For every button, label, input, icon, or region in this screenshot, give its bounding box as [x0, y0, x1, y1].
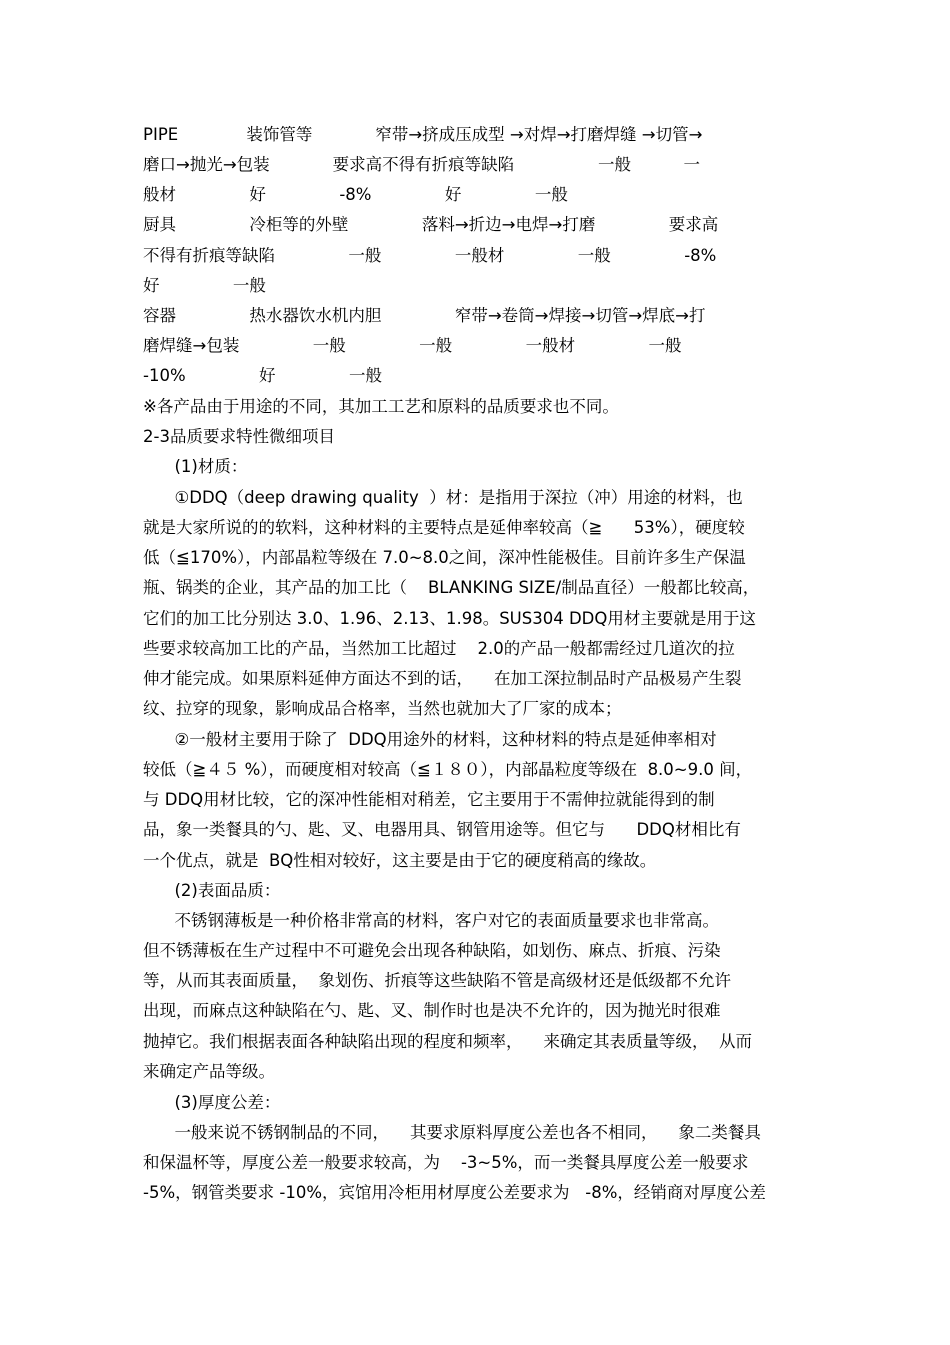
text-line: ※各产品由于用途的不同，其加工工艺和原料的品质要求也不同。	[143, 397, 619, 416]
text-line: 抛掉它。我们根据表面各种缺陷出现的程度和频率， 来确定其表质量等级， 从而	[143, 1032, 752, 1051]
text-line: PIPE 装饰管等 窄带→挤成压成型 →对焊→打磨焊缝 →切管→	[143, 125, 703, 144]
text-line: 厨具 冷柜等的外壁 落料→折边→电焊→打磨 要求高	[143, 215, 719, 234]
text-line: 出现，而麻点这种缺陷在勺、匙、叉、制作时也是决不允许的，因为抛光时很难	[143, 1001, 721, 1020]
subsection-heading: (2)表面品质：	[143, 881, 281, 900]
text-line: 些要求较高加工比的产品，当然加工比超过 2.0的产品一般都需经过几道次的拉	[143, 639, 735, 658]
text-line: 较低（≧４５ %），而硬度相对较高（≦１８０），内部晶粒度等级在 8.0~9.0 间，	[143, 760, 753, 779]
text-line: 瓶、锅类的企业，其产品的加工比（ BLANKING SIZE/制品直径）一般都比较高，	[143, 578, 760, 597]
text-line: 不得有折痕等缺陷 一般 一般材 一般 -8%	[143, 246, 717, 265]
text-line: 一般来说不锈钢制品的不同， 其要求原料厚度公差也各不相同， 象二类餐具	[143, 1123, 761, 1142]
text-line: -5%，钢管类要求 -10%，宾馆用冷柜用材厚度公差要求为 -8%，经销商对厚度公差	[143, 1183, 766, 1202]
text-line: 磨口→抛光→包装 要求高不得有折痕等缺陷 一般 一	[143, 155, 700, 174]
text-line: 不锈钢薄板是一种价格非常高的材料，客户对它的表面质量要求也非常高。	[143, 911, 719, 930]
text-line: 就是大家所说的的软料，这种材料的主要特点是延伸率较高（≧ 53%），硬度较	[143, 518, 745, 537]
subsection-heading: (1)材质：	[143, 457, 248, 476]
text-line: 一个优点，就是 BQ性相对较好，这主要是由于它的硬度稍高的缘故。	[143, 851, 657, 870]
text-line: 品，象一类餐具的勺、匙、叉、电器用具、钢管用途等。但它与 DDQ材相比有	[143, 820, 741, 839]
section-heading: 2-3品质要求特性微细项目	[143, 427, 335, 446]
text-line: 纹、拉穿的现象，影响成品合格率，当然也就加大了厂家的成本；	[143, 699, 622, 718]
text-line: 它们的加工比分别达 3.0、1.96、2.13、1.98。SUS304 DDQ用材主要就是用于这	[143, 609, 756, 628]
text-line: 般材 好 -8% 好 一般	[143, 185, 568, 204]
text-line: 容器 热水器饮水机内胆 窄带→卷筒→焊接→切管→焊底→打	[143, 306, 706, 325]
subsection-heading: (3)厚度公差：	[143, 1093, 281, 1112]
text-line: 和保温杯等，厚度公差一般要求较高，为 -3~5%，而一类餐具厚度公差一般要求	[143, 1153, 749, 1172]
text-line: 磨焊缝→包装 一般 一般 一般材 一般	[143, 336, 682, 355]
text-line: 伸才能完成。如果原料延伸方面达不到的话， 在加工深拉制品时产品极易产生裂	[143, 669, 742, 688]
text-line: 低（≦170%），内部晶粒等级在 7.0~8.0之间，深冲性能极佳。目前许多生产保温	[143, 548, 746, 567]
text-line: 但不锈薄板在生产过程中不可避免会出现各种缺陷，如划伤、麻点、折痕、污染	[143, 941, 721, 960]
text-line: 与 DDQ用材比较，它的深冲性能相对稍差，它主要用于不需伸拉就能得到的制	[143, 790, 715, 809]
text-line: 来确定产品等级。	[143, 1062, 275, 1081]
text-line: -10% 好 一般	[143, 366, 382, 385]
text-line: ①DDQ（deep drawing quality ）材：是指用于深拉（冲）用途的材料，也	[143, 488, 743, 507]
text-line: 好 一般	[143, 276, 266, 295]
text-line: ②一般材主要用于除了 DDQ用途外的材料，这种材料的特点是延伸率相对	[143, 730, 717, 749]
text-line: 等，从而其表面质量， 象划伤、折痕等这些缺陷不管是高级材还是低级都不允许	[143, 971, 731, 990]
